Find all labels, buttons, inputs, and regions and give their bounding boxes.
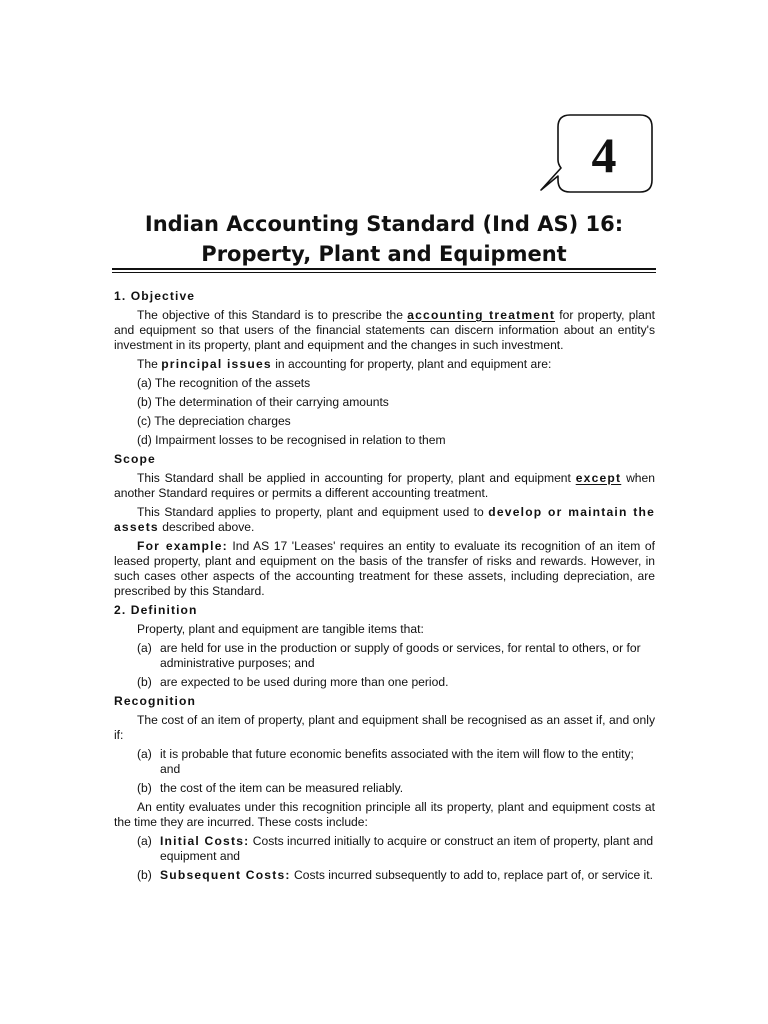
list-marker: (b): [137, 781, 152, 795]
list-item: [114, 781, 655, 796]
list-item: (a) The recognition of the assets: [137, 376, 311, 390]
title-divider-thick: [112, 268, 656, 270]
list-item: (c) The depreciation charges: [137, 414, 291, 428]
list-text: Costs incurred initially to acquire or construct an item of property, plant and equipment and: [160, 834, 654, 863]
chapter-number: 4: [591, 127, 617, 183]
list-marker: (b): [137, 675, 152, 689]
cost-label-subsequent: Subsequent Costs:: [160, 868, 291, 882]
section-heading-scope: Scope: [114, 452, 156, 466]
list-text: it is probable that future economic benefits associated with the item will flow to the entity; and: [160, 747, 634, 776]
emphasis-accounting-treatment: accounting treatment: [407, 308, 556, 322]
objective-paragraph-2: [114, 357, 655, 372]
title-line-1: Indian Accounting Standard (Ind AS) 16:: [144, 212, 624, 236]
emphasis-except: except: [575, 471, 622, 485]
title-line-2: Property, Plant and Equipment: [201, 242, 567, 266]
list-item: [114, 868, 655, 883]
list-text: are held for use in the production or supply of goods or services, for rental to others, or for administrative purposes; and: [160, 641, 641, 670]
list-text: are expected to be used during more than one period.: [160, 675, 449, 689]
scope-paragraph-2: [114, 505, 655, 535]
page-title: [112, 209, 656, 269]
text: in accounting for property, plant and equipment are:: [275, 357, 552, 371]
text: when another Standard requires or permits a different accounting treatment.: [114, 471, 655, 500]
section-heading-definition: 2. Definition: [114, 603, 198, 617]
emphasis-develop-maintain: develop or maintain the assets: [114, 505, 655, 534]
list-item: [114, 641, 655, 671]
list-text: Costs incurred subsequently to add to, replace part of, or service it.: [293, 868, 653, 882]
list-marker: (a): [137, 641, 152, 655]
list-marker: (a): [137, 834, 152, 848]
emphasis-for-example: For example:: [137, 539, 228, 553]
section-heading-objective: 1. Objective: [114, 289, 196, 303]
list-item: [114, 834, 655, 864]
list-marker: (b): [137, 868, 152, 882]
title-divider-thin: [112, 272, 656, 273]
list-item: (b) The determination of their carrying amounts: [137, 395, 389, 409]
chapter-badge: [540, 114, 654, 194]
list-item: [114, 675, 655, 690]
emphasis-principal-issues: principal issues: [161, 357, 272, 371]
text: Ind AS 17 'Leases' requires an entity to evaluate its recognition of an item of leased property, plant and equipment on the basis of the transfer of risks and rewards. However, in such cases other aspects of the accounting treatment for these assets, including depreciation, are prescribed by this Standard.: [114, 539, 655, 598]
section-heading-recognition: Recognition: [114, 694, 196, 708]
text: This Standard shall be applied in accounting for property, plant and equipment: [137, 471, 571, 485]
list-item: [114, 747, 655, 777]
text: The: [137, 357, 158, 371]
list-text: the cost of the item can be measured reliably.: [160, 781, 404, 795]
text: for property, plant and equipment so that users of the financial statements can discern information about an entity's investment in its property, plant and equipment and the changes in such investment.: [114, 308, 655, 352]
scope-paragraph-3: [114, 539, 655, 599]
recognition-paragraph-1: The cost of an item of property, plant and equipment shall be recognised as an asset if, and only if:: [114, 713, 655, 742]
cost-label-initial: Initial Costs:: [160, 834, 250, 848]
recognition-paragraph-2: An entity evaluates under this recognition principle all its property, plant and equipment costs at the time they are incurred. These costs include:: [114, 800, 655, 829]
list-item: (d) Impairment losses to be recognised in relation to them: [137, 433, 446, 447]
document-body: [114, 289, 655, 887]
text: This Standard applies to property, plant and equipment used to: [137, 505, 484, 519]
text: described above.: [162, 520, 255, 534]
list-marker: (a): [137, 747, 152, 761]
scope-paragraph-1: [114, 471, 655, 501]
objective-paragraph-1: [114, 308, 655, 353]
definition-intro: Property, plant and equipment are tangible items that:: [137, 622, 424, 636]
text: The objective of this Standard is to prescribe the: [137, 308, 403, 322]
